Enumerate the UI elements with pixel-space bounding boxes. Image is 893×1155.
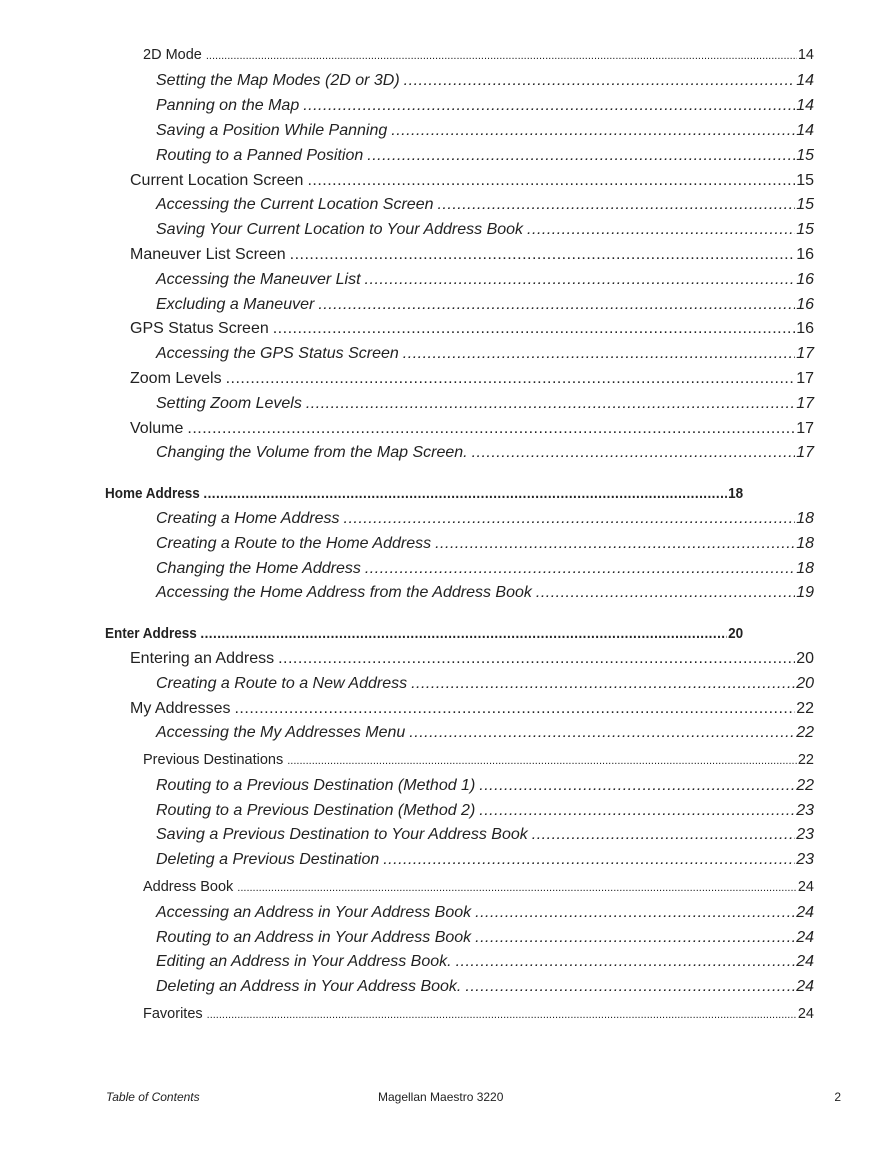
toc-entry-task[interactable] bbox=[156, 929, 814, 949]
toc-entry-task[interactable] bbox=[156, 777, 814, 797]
toc-entry-label: 2D Mode bbox=[143, 47, 202, 63]
dot-leader bbox=[303, 97, 795, 115]
toc-entry-page-number: 18 bbox=[796, 510, 814, 527]
toc-entry-label: Deleting an Address in Your Address Book. bbox=[156, 978, 462, 995]
toc-entry-page-number: 18 bbox=[796, 535, 814, 552]
toc-entry-chapter[interactable] bbox=[105, 485, 743, 505]
toc-entry-label: My Addresses bbox=[130, 700, 231, 717]
toc-entry-page-number: 14 bbox=[796, 97, 814, 114]
toc-entry-label: Panning on the Map bbox=[156, 97, 300, 114]
toc-entry-page-number: 22 bbox=[797, 752, 814, 768]
toc-entry-page-number: 22 bbox=[796, 700, 814, 717]
toc-entry-section[interactable] bbox=[130, 650, 814, 670]
toc-entry-task[interactable] bbox=[156, 510, 814, 530]
dot-leader bbox=[465, 978, 795, 996]
dot-leader bbox=[527, 221, 795, 239]
toc-entry-section[interactable] bbox=[130, 370, 814, 390]
toc-entry-task[interactable] bbox=[156, 395, 814, 415]
toc-entry-page-number: 23 bbox=[796, 826, 814, 843]
toc-entry-label: Changing the Home Address bbox=[156, 560, 361, 577]
toc-entry-label: Creating a Home Address bbox=[156, 510, 340, 527]
toc-entry-page-number: 18 bbox=[728, 485, 744, 502]
dot-leader bbox=[318, 296, 795, 314]
toc-entry-task[interactable] bbox=[156, 345, 814, 365]
toc-entry-label: GPS Status Screen bbox=[130, 320, 269, 337]
toc-entry-page-number: 23 bbox=[796, 802, 814, 819]
dot-leader bbox=[437, 196, 795, 214]
toc-entry-label: Saving a Previous Destination to Your Address Book bbox=[156, 826, 528, 843]
toc-entry-page-number: 16 bbox=[796, 296, 814, 313]
dot-leader bbox=[532, 826, 795, 844]
toc-entry-section[interactable] bbox=[130, 172, 814, 192]
toc-entry-page-number: 17 bbox=[796, 395, 814, 412]
toc-entry-label: Routing to a Panned Position bbox=[156, 147, 364, 164]
footer-page-number: 2 bbox=[834, 1090, 841, 1104]
toc-entry-chapter[interactable] bbox=[105, 625, 743, 645]
toc-entry-page-number: 14 bbox=[796, 122, 814, 139]
toc-entry-page-number: 15 bbox=[796, 147, 814, 164]
toc-entry-task[interactable] bbox=[156, 296, 814, 316]
toc-entry-task[interactable] bbox=[156, 584, 814, 604]
toc-entry-label: Routing to an Address in Your Address Book bbox=[156, 929, 472, 946]
toc-entry-page-number: 16 bbox=[796, 246, 814, 263]
toc-entry-page-number: 24 bbox=[797, 1006, 814, 1022]
dot-leader bbox=[411, 675, 795, 693]
footer-section-title: Table of Contents bbox=[106, 1090, 200, 1104]
toc-entry-page-number: 24 bbox=[796, 953, 814, 970]
toc-entry-page-number: 23 bbox=[796, 851, 814, 868]
dot-leader bbox=[404, 72, 796, 90]
toc-entry-task[interactable] bbox=[156, 72, 814, 92]
toc-entry-label: Zoom Levels bbox=[130, 370, 222, 387]
toc-entry-task[interactable] bbox=[156, 97, 814, 117]
dot-leader bbox=[475, 904, 795, 922]
toc-entry-task[interactable] bbox=[156, 953, 814, 973]
toc-entry-task[interactable] bbox=[156, 904, 814, 924]
toc-entry-task[interactable] bbox=[156, 196, 814, 216]
footer-product-name: Magellan Maestro 3220 bbox=[378, 1090, 504, 1104]
toc-entry-section[interactable] bbox=[130, 246, 814, 266]
dot-leader bbox=[391, 122, 795, 140]
toc-entry-page-number: 16 bbox=[796, 320, 814, 337]
toc-entry-page-number: 20 bbox=[728, 625, 744, 642]
toc-entry-task[interactable] bbox=[156, 724, 814, 744]
dot-leader bbox=[344, 510, 796, 528]
toc-entry-section[interactable] bbox=[130, 420, 814, 440]
toc-entry-page-number: 17 bbox=[796, 370, 814, 387]
dot-leader bbox=[409, 724, 795, 742]
toc-entry-label: Setting Zoom Levels bbox=[156, 395, 302, 412]
toc-entry-label: Deleting a Previous Destination bbox=[156, 851, 380, 868]
dot-leader bbox=[187, 420, 795, 438]
toc-entry-label: Creating a Route to a New Address bbox=[156, 675, 408, 692]
toc-entry-sub[interactable] bbox=[143, 879, 814, 899]
dot-leader bbox=[290, 246, 796, 264]
toc-entry-sub[interactable] bbox=[143, 47, 814, 67]
toc-entry-label: Accessing the Current Location Screen bbox=[156, 196, 434, 213]
dot-leader bbox=[306, 395, 795, 413]
dot-leader bbox=[307, 172, 795, 190]
toc-entry-page-number: 24 bbox=[796, 978, 814, 995]
toc-entry-label: Address Book bbox=[143, 879, 234, 895]
toc-entry-label: Accessing the My Addresses Menu bbox=[156, 724, 406, 741]
dot-leader bbox=[472, 444, 796, 462]
toc-entry-page-number: 20 bbox=[796, 650, 814, 667]
dot-leader bbox=[536, 584, 795, 602]
toc-entry-task[interactable] bbox=[156, 826, 814, 846]
toc-entry-task[interactable] bbox=[156, 560, 814, 580]
toc-entry-label: Saving Your Current Location to Your Address Book bbox=[156, 221, 524, 238]
toc-entry-page-number: 15 bbox=[796, 221, 814, 238]
toc-entry-task[interactable] bbox=[156, 147, 814, 167]
toc-entry-page-number: 22 bbox=[796, 777, 814, 794]
toc-entry-page-number: 15 bbox=[796, 172, 814, 189]
dot-leader bbox=[200, 625, 727, 642]
dot-leader bbox=[287, 755, 797, 767]
toc-entry-label: Excluding a Maneuver bbox=[156, 296, 315, 313]
dot-leader bbox=[273, 320, 795, 338]
toc-entry-label: Routing to a Previous Destination (Method 2) bbox=[156, 802, 476, 819]
toc-entry-page-number: 20 bbox=[796, 675, 814, 692]
dot-leader bbox=[435, 535, 795, 553]
toc-entry-task[interactable] bbox=[156, 802, 814, 822]
toc-entry-label: Enter Address bbox=[105, 625, 197, 642]
dot-leader bbox=[383, 851, 795, 869]
toc-entry-task[interactable] bbox=[156, 444, 814, 464]
toc-entry-label: Accessing the Home Address from the Address Book bbox=[156, 584, 532, 601]
toc-entry-label: Creating a Route to the Home Address bbox=[156, 535, 432, 552]
dot-leader bbox=[479, 777, 795, 795]
toc-entry-label: Favorites bbox=[143, 1006, 203, 1022]
dot-leader bbox=[203, 485, 727, 502]
toc-entry-page-number: 17 bbox=[796, 345, 814, 362]
toc-entry-section[interactable] bbox=[130, 700, 814, 720]
toc-entry-task[interactable] bbox=[156, 535, 814, 555]
toc-entry-label: Changing the Volume from the Map Screen. bbox=[156, 444, 468, 461]
toc-entry-sub[interactable] bbox=[143, 752, 814, 772]
toc-entry-page-number: 24 bbox=[796, 904, 814, 921]
toc-entry-label: Accessing the Maneuver List bbox=[156, 271, 361, 288]
toc-entry-label: Maneuver List Screen bbox=[130, 246, 286, 263]
toc-entry-page-number: 15 bbox=[796, 196, 814, 213]
toc-entry-label: Volume bbox=[130, 420, 184, 437]
toc-entry-task[interactable] bbox=[156, 221, 814, 241]
toc-entry-task[interactable] bbox=[156, 122, 814, 142]
dot-leader bbox=[237, 882, 797, 894]
toc-entry-page-number: 14 bbox=[796, 72, 814, 89]
dot-leader bbox=[475, 929, 795, 947]
toc-entry-page-number: 14 bbox=[797, 47, 814, 63]
toc-entry-sub[interactable] bbox=[143, 1006, 814, 1026]
toc-entry-task[interactable] bbox=[156, 851, 814, 871]
dot-leader bbox=[278, 650, 795, 668]
dot-leader bbox=[206, 50, 797, 62]
toc-entry-page-number: 22 bbox=[796, 724, 814, 741]
toc-entry-task[interactable] bbox=[156, 675, 814, 695]
toc-entry-label: Current Location Screen bbox=[130, 172, 304, 189]
dot-leader bbox=[403, 345, 795, 363]
toc-entry-label: Saving a Position While Panning bbox=[156, 122, 388, 139]
toc-entry-label: Previous Destinations bbox=[143, 752, 284, 768]
toc-entry-task[interactable] bbox=[156, 271, 814, 291]
toc-entry-task[interactable] bbox=[156, 978, 814, 998]
toc-entry-page-number: 16 bbox=[796, 271, 814, 288]
toc-entry-page-number: 17 bbox=[796, 444, 814, 461]
dot-leader bbox=[367, 147, 795, 165]
toc-entry-section[interactable] bbox=[130, 320, 814, 340]
toc-entry-page-number: 24 bbox=[796, 929, 814, 946]
toc-entry-page-number: 24 bbox=[797, 879, 814, 895]
toc-entry-page-number: 18 bbox=[796, 560, 814, 577]
toc-entry-label: Entering an Address bbox=[130, 650, 275, 667]
toc-entry-label: Accessing an Address in Your Address Book bbox=[156, 904, 472, 921]
dot-leader bbox=[207, 1009, 797, 1021]
dot-leader bbox=[479, 802, 795, 820]
toc-entry-label: Setting the Map Modes (2D or 3D) bbox=[156, 72, 400, 89]
dot-leader bbox=[456, 953, 796, 971]
toc-entry-page-number: 19 bbox=[796, 584, 814, 601]
toc-entry-label: Accessing the GPS Status Screen bbox=[156, 345, 399, 362]
dot-leader bbox=[234, 700, 795, 718]
dot-leader bbox=[365, 560, 795, 578]
dot-leader bbox=[365, 271, 796, 289]
dot-leader bbox=[226, 370, 796, 388]
toc-entry-label: Editing an Address in Your Address Book. bbox=[156, 953, 452, 970]
toc-entry-label: Routing to a Previous Destination (Method 1) bbox=[156, 777, 476, 794]
toc-entry-label: Home Address bbox=[105, 485, 200, 502]
toc-entry-page-number: 17 bbox=[796, 420, 814, 437]
